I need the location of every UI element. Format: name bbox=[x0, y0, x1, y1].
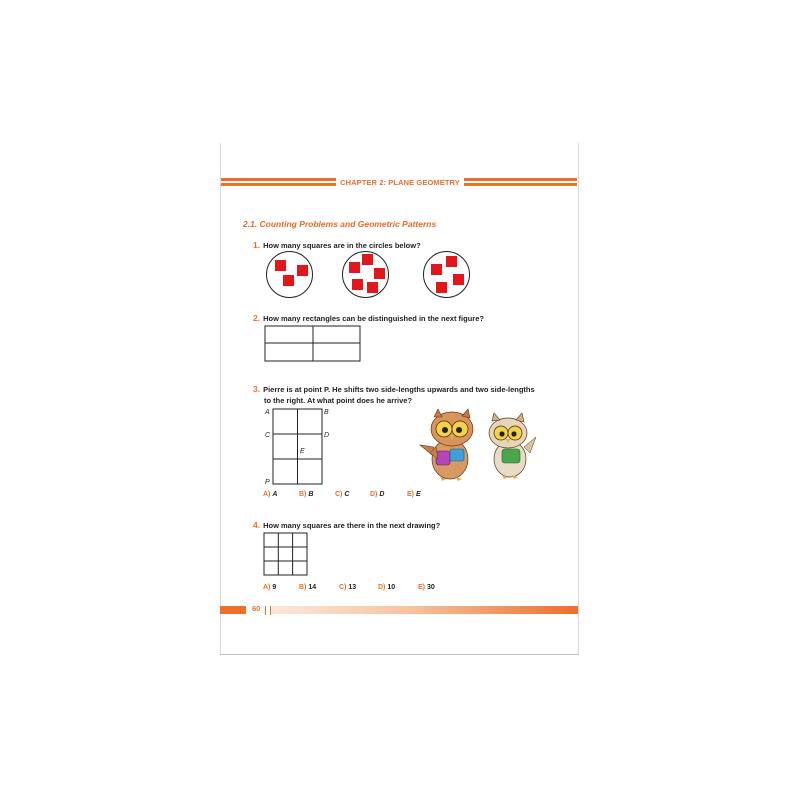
question-1 bbox=[253, 240, 421, 252]
footer-gradient-bar bbox=[272, 606, 578, 614]
header-rule-right-bottom bbox=[464, 183, 577, 186]
red-square bbox=[367, 282, 378, 293]
red-square bbox=[297, 265, 308, 276]
footer-bar-left bbox=[220, 606, 246, 614]
question-text-line1: Pierre is at point P. He shifts two side-lengths upwards and two side-lengths bbox=[263, 385, 535, 394]
two-owls-illustration bbox=[412, 407, 542, 487]
point-label-b: B bbox=[324, 409, 329, 416]
question-4 bbox=[253, 520, 440, 532]
squares-grid-figure bbox=[262, 531, 310, 577]
q3-option-b[interactable]: B) B bbox=[299, 491, 314, 498]
q3-option-a[interactable]: A) A bbox=[263, 491, 278, 498]
header-rule-left-bottom bbox=[221, 183, 336, 186]
point-label-d: D bbox=[324, 432, 330, 439]
section-title: 2.1. Counting Problems and Geometric Patterns bbox=[243, 219, 437, 229]
owl-left-icon bbox=[420, 409, 473, 481]
question-number: 2. bbox=[253, 313, 261, 323]
header-rule-right-top bbox=[464, 178, 577, 181]
red-square bbox=[349, 262, 360, 273]
question-number: 4. bbox=[253, 520, 261, 530]
red-square bbox=[431, 264, 442, 275]
question-3 bbox=[253, 384, 535, 406]
footer-divider bbox=[265, 606, 271, 615]
question-text-line2: to the right. At what point does he arrive? bbox=[264, 395, 413, 405]
header-rule-left-top bbox=[221, 178, 336, 181]
q4-option-d[interactable]: D) 10 bbox=[378, 584, 396, 591]
q3-options bbox=[263, 491, 443, 501]
question-text: How many squares are in the circles below? bbox=[263, 241, 421, 250]
owl-right-icon bbox=[489, 413, 536, 479]
point-label-p: P bbox=[265, 479, 270, 486]
point-label-e: E bbox=[300, 448, 305, 455]
question-text: How many squares are there in the next drawing? bbox=[263, 521, 441, 530]
question-number: 1. bbox=[253, 240, 261, 250]
red-square bbox=[283, 275, 294, 286]
q3-option-e[interactable]: E) E bbox=[407, 491, 421, 498]
point-grid-figure bbox=[271, 407, 325, 487]
red-square bbox=[446, 256, 457, 267]
red-square bbox=[352, 279, 363, 290]
q4-options bbox=[263, 584, 453, 594]
red-square bbox=[374, 268, 385, 279]
question-2 bbox=[253, 313, 484, 325]
red-square bbox=[362, 254, 373, 265]
q4-option-e[interactable]: E) 30 bbox=[418, 584, 435, 591]
q4-option-c[interactable]: C) 13 bbox=[339, 584, 357, 591]
rectangles-figure bbox=[263, 324, 362, 364]
chapter-title: CHAPTER 2: PLANE GEOMETRY bbox=[340, 178, 460, 187]
red-square bbox=[453, 274, 464, 285]
red-square bbox=[275, 260, 286, 271]
point-label-c: C bbox=[265, 432, 271, 439]
red-square bbox=[436, 282, 447, 293]
q3-option-c[interactable]: C) C bbox=[335, 491, 350, 498]
q3-option-d[interactable]: D) D bbox=[370, 491, 385, 498]
question-text: How many rectangles can be distinguished in the next figure? bbox=[263, 314, 484, 323]
q4-option-b[interactable]: B) 14 bbox=[299, 584, 317, 591]
q4-option-a[interactable]: A) 9 bbox=[263, 584, 277, 591]
point-label-a: A bbox=[265, 409, 270, 416]
page-number: 60 bbox=[252, 604, 261, 613]
question-number: 3. bbox=[253, 384, 261, 394]
